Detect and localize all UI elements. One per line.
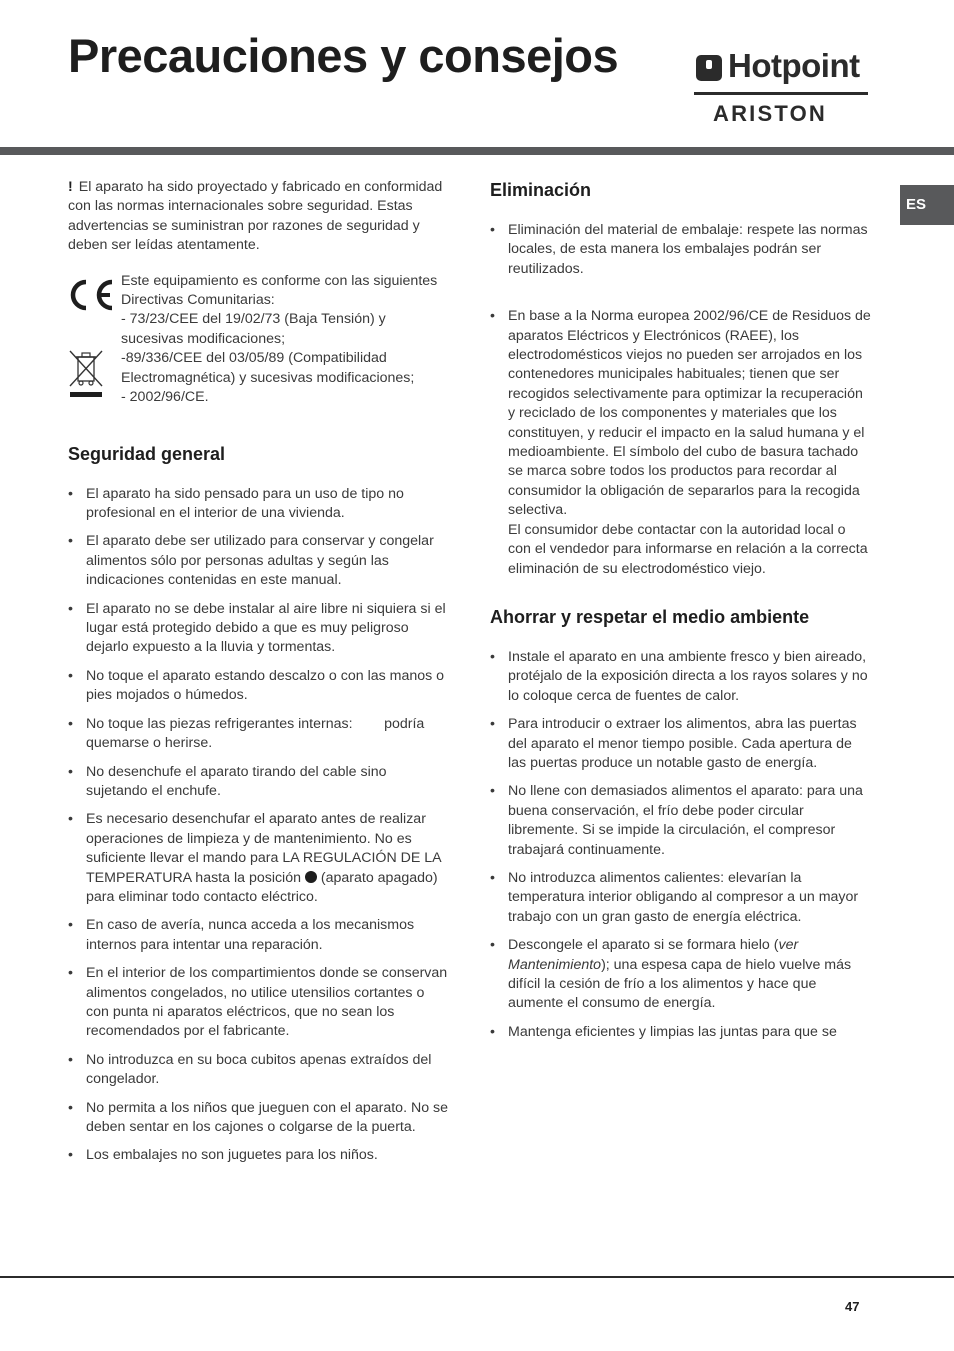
list-item bbox=[490, 307, 872, 579]
logo-divider bbox=[694, 92, 868, 95]
list-item: • En el interior de los compartimientos donde se conservan alimentos congelados, no utilice utensilios cortantes o con punta ni aparatos eléctricos, que no sean los recomendados por el fabricante. bbox=[68, 964, 448, 1042]
list-item bbox=[490, 936, 872, 1014]
section-heading-environment: Ahorrar y respetar el medio ambiente bbox=[490, 606, 810, 627]
list-item bbox=[68, 810, 448, 907]
page-number: 47 bbox=[845, 1299, 860, 1314]
list-item-text: • En base a la Norma europea 2002/96/CE de Residuos de aparatos Eléctricos y Electrónicos (RAEE), los electrodomésticos viejos no pueden ser arrojados en los contenedores municipales habituales; tienen que ser recogidos selectivamente para optimizar la recuperación y reciclado de los componentes y materiales que los constituyen, y reducir el impacto en la salud humana y el medioambiente. El símbolo del cubo de basura tachado se marca sobre todos los productos para recordar al consumidor la obligación de separarlos para la recogida selectiva. bbox=[508, 308, 871, 519]
logo-brand: Hotpoint bbox=[728, 47, 860, 84]
list-item: • En caso de avería, nunca acceda a los mecanismos internos para intentar una reparación. bbox=[68, 916, 448, 955]
list-item-text: El consumidor debe contactar con la autoridad local o con el vendedor para informarse en relación a la correcta eliminación de su electrodoméstico viejo. bbox=[508, 521, 868, 577]
disposal-list bbox=[490, 221, 872, 579]
logo-sub-brand: ARISTON bbox=[713, 101, 828, 126]
list-item: • Para introducir o extraer los alimentos, abra las puertas del aparato el menor tiempo posible. Cada apertura de las puertas produce un notable gasto de energía. bbox=[490, 715, 872, 773]
list-item: • Instale el aparato en una ambiente fresco y bien aireado, protéjalo de la exposición directa a los rayos solares y no lo coloque cerca de fuentes de calor. bbox=[490, 648, 872, 706]
intro-paragraph bbox=[68, 178, 448, 256]
compliance-block bbox=[68, 272, 448, 408]
section-heading-disposal: Eliminación bbox=[490, 180, 592, 200]
left-column bbox=[68, 178, 448, 1175]
list-item-text: (aparato apagado) para eliminar todo contacto eléctrico. bbox=[86, 869, 438, 905]
list-item: • El aparato no se debe instalar al aire libre ni siquiera si el lugar está protegido debido a que es muy peligroso dejarlo expuesto a la lluvia y tormentas. bbox=[68, 600, 448, 658]
list-item: • No permita a los niños que jueguen con el aparato. No se deben sentar en los cajones o colgarse de la puerta. bbox=[68, 1099, 448, 1138]
hotpoint-ariston-logo bbox=[694, 47, 870, 126]
list-item-text: Descongele el aparato si se formara hielo ( bbox=[508, 937, 779, 954]
list-item: • El aparato ha sido pensado para un uso de tipo no profesional en el interior de una vivienda. bbox=[68, 485, 448, 524]
right-column bbox=[490, 178, 872, 1051]
list-item-text: ); una espesa capa de hielo vuelve más difícil la cesión de frío a los alimentos y hace que aumente el consumo de energía. bbox=[508, 956, 852, 1012]
header-bar bbox=[0, 147, 954, 155]
general-safety-list bbox=[68, 485, 448, 1166]
list-item: • No introduzca alimentos calientes: elevarían la temperatura interior obligando al compresor a un mayor trabajo con un gran gasto de energía eléctrica. bbox=[490, 869, 872, 927]
page-title: Precauciones y consejos bbox=[68, 29, 619, 82]
footer-rule bbox=[0, 1276, 954, 1278]
filled-circle-icon bbox=[305, 871, 317, 883]
environment-list bbox=[490, 648, 872, 1042]
intro-text: El aparato ha sido proyectado y fabricado en conformidad con las normas internacionales sobre seguridad. Estas advertencias se suministran por razones de seguridad y deben ser leídas atentamente. bbox=[68, 179, 443, 254]
weee-crossed-bin-icon bbox=[68, 348, 104, 400]
list-item: • No toque el aparato estando descalzo o con las manos o pies mojados o húmedos. bbox=[68, 667, 448, 706]
language-tab: ES bbox=[900, 185, 954, 225]
list-item: • Los embalajes no son juguetes para los niños. bbox=[68, 1146, 448, 1165]
maintenance-reference: ver Mantenimiento bbox=[508, 937, 799, 973]
compliance-intro: Este equipamiento es conforme con las siguientes Directivas Comunitarias: bbox=[121, 272, 438, 309]
list-item: • El aparato debe ser utilizado para conservar y congelar alimentos sólo por personas adultas y según las indicaciones contenidas en este manual. bbox=[68, 532, 448, 590]
compliance-directive: -89/336/CEE del 03/05/89 (Compatibilidad Electromagnética) y sucesivas modificaciones; bbox=[121, 350, 415, 386]
compliance-directive: - 73/23/CEE del 19/02/73 (Baja Tensión) y sucesivas modificaciones; bbox=[121, 311, 386, 347]
list-item-text: Es necesario desenchufar el aparato antes de realizar operaciones de limpieza y de mantenimiento. No es suficiente llevar el mando para LA REGULACIÓN DE LA TEMPERATURA hasta la posición bbox=[86, 811, 441, 886]
list-item: • No toque las piezas refrigerantes internas: podría quemarse o herirse. bbox=[68, 715, 448, 754]
list-item: • Eliminación del material de embalaje: respete las normas locales, de esta manera los embalajes podrán ser reutilizados. bbox=[490, 221, 872, 279]
list-item: • Mantenga eficientes y limpias las juntas para que se bbox=[490, 1023, 872, 1042]
section-heading-general-safety: Seguridad general bbox=[68, 443, 226, 464]
list-item: • No introduzca en su boca cubitos apenas extraídos del congelador. bbox=[68, 1051, 448, 1090]
hotpoint-logo-icon bbox=[696, 55, 722, 81]
compliance-directive: - 2002/96/CE. bbox=[121, 389, 209, 406]
list-item: • No desenchufe el aparato tirando del cable sino sujetando el enchufe. bbox=[68, 763, 448, 802]
ce-mark-icon bbox=[68, 278, 116, 312]
warning-icon: ! bbox=[68, 179, 73, 195]
list-item: • No llene con demasiados alimentos el aparato: para una buena conservación, el frío debe poder circular libremente. Si se impide la circulación, el compresor trabajará continuamente. bbox=[490, 782, 872, 860]
